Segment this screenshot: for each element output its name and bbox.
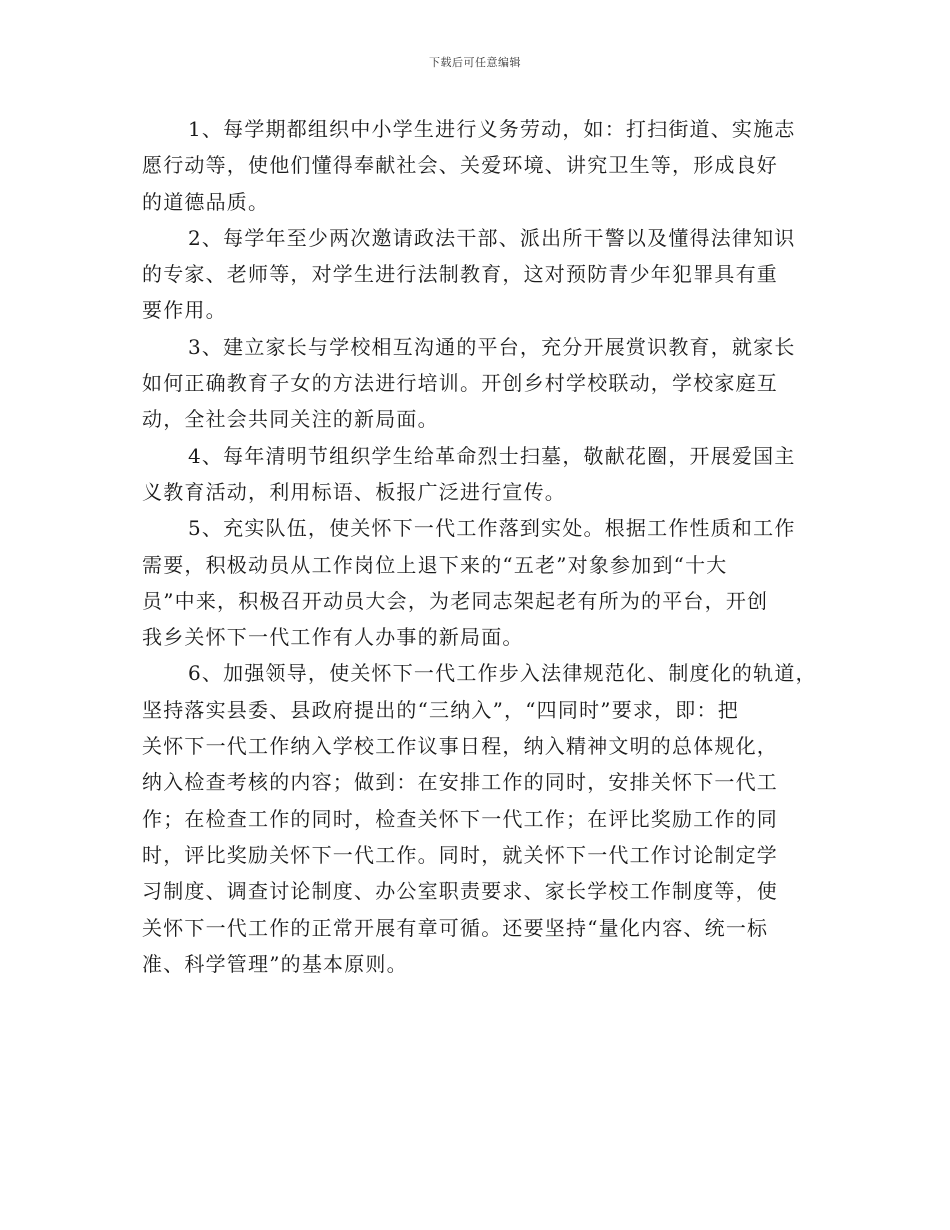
- paragraph-line: 要作用。: [142, 298, 227, 323]
- paragraph-line: 准、科学管理”的基本原则。: [142, 951, 408, 976]
- paragraph-line: 作；在检查工作的同时，检查关怀下一代工作；在评比奖励工作的同: [142, 806, 778, 831]
- paragraph-first-line: 5、充实队伍，使关怀下一代工作落到实处。根据工作性质和工作: [188, 516, 796, 541]
- document-body: [142, 111, 822, 982]
- paragraph-line: 的专家、老师等，对学生进行法制教育，这对预防青少年犯罪具有重: [142, 262, 778, 287]
- paragraph-line: 关怀下一代工作纳入学校工作议事日程，纳入精神文明的总体规化，: [142, 734, 778, 759]
- paragraph-line: 义教育活动，利用标语、板报广泛进行宣传。: [142, 479, 566, 504]
- paragraph-first-line: 2、每学年至少两次邀请政法干部、派出所干警以及懂得法律知识: [188, 225, 796, 250]
- paragraph-line: 员”中来，积极召开动员大会，为老同志架起老有所为的平台，开创: [142, 588, 769, 613]
- paragraph-line: 如何正确教育子女的方法进行培训。开创乡村学校联动，学校家庭互: [142, 371, 778, 396]
- paragraph-first-line: 6、加强领导，使关怀下一代工作步入法律规范化、制度化的轨道，: [188, 661, 817, 686]
- paragraph-first-line: 3、建立家长与学校相互沟通的平台，充分开展赏识教育，就家长: [188, 334, 796, 359]
- paragraph-line: 关怀下一代工作的正常开展有章可循。还要坚持“量化内容、统一标: [142, 915, 769, 940]
- paragraph-line: 时，评比奖励关怀下一代工作。同时，就关怀下一代工作讨论制定学: [142, 842, 778, 867]
- paragraph-line: 愿行动等，使他们懂得奉献社会、关爱环境、讲究卫生等，形成良好: [142, 153, 778, 178]
- paragraph-line: 习制度、调查讨论制度、办公室职责要求、家长学校工作制度等，使: [142, 879, 778, 904]
- paragraph-line: 动，全社会共同关注的新局面。: [142, 407, 439, 432]
- paragraph-line: 我乡关怀下一代工作有人办事的新局面。: [142, 625, 524, 650]
- page-header: 下载后可任意编辑: [429, 56, 521, 69]
- paragraph-line: 坚持落实县委、县政府提出的“三纳入”，“四同时”要求，即：把: [142, 697, 739, 722]
- paragraph-line: 需要，积极动员从工作岗位上退下来的“五老”对象参加到“十大: [142, 552, 728, 577]
- paragraph-line: 纳入检查考核的内容；做到：在安排工作的同时，安排关怀下一代工: [142, 770, 778, 795]
- paragraph-first-line: 1、每学期都组织中小学生进行义务劳动，如：打扫街道、实施志: [188, 117, 796, 141]
- paragraph-line: 的道德品质。: [142, 189, 270, 214]
- paragraph-first-line: 4、每年清明节组织学生给革命烈士扫墓，敬献花圈，开展爱国主: [188, 443, 796, 468]
